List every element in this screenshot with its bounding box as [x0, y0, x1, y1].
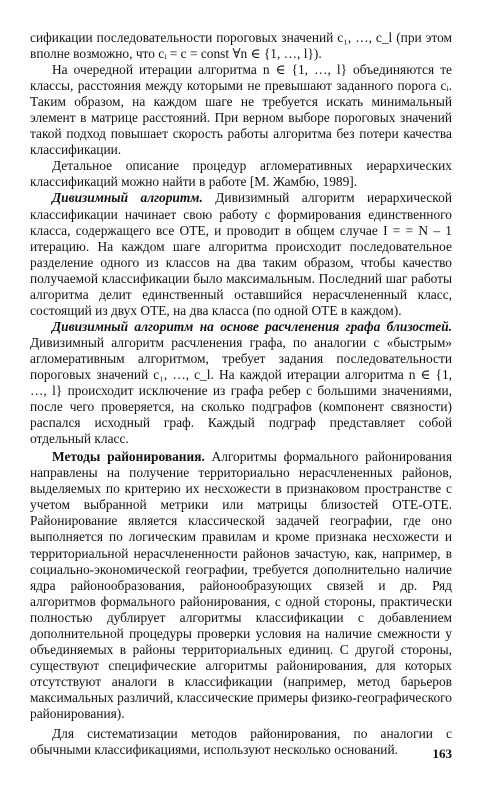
paragraph-iteration	[30, 62, 452, 158]
paragraph-text: На очередной итерации алгоритма n ∈ {1, …, l} объединяются те классы, расстояния между которыми не превышают заданного порога cᵢ. Таким образом, на каждом шаге не требуется искать минимальный элемент в матрице расстояний. При верном выборе пороговых значений такой подход повышает скорость работы алгоритма без потери качества классификации.	[30, 62, 452, 158]
paragraph-divisive	[30, 190, 452, 318]
page-body	[30, 30, 452, 758]
paragraph-text: сификации последовательности пороговых значений c₁, …, c_l (при этом вполне возможно, что cᵢ = c = const ∀n ∈ {1, …, l}).	[30, 30, 452, 62]
paragraph-text: Для систематизации методов районирования, по аналогии с обычными классификациями, используют несколько оснований.	[30, 726, 452, 758]
paragraph-text: Дивизимный алгоритм расчленения графа, по аналогии с «быстрым» агломеративным алгоритмом, требует задания последовательности пороговых значений c₁, …, c_l. На каждой итерации алгоритма n ∈ {1, …, l} происходит исключение из графа ребер с большими значениями, после чего проверяется, на сколько подграфов (компонент связности) распался исходный граф. Каждый подграф представляет собой отдельный класс.	[30, 334, 452, 447]
run-in-heading: Дивизимный алгоритм на основе расчленения графа близостей.	[52, 318, 452, 334]
run-in-heading: Методы районирования.	[52, 449, 205, 465]
paragraph-reference	[30, 158, 452, 190]
paragraph-text: Дивизимный алгоритм иерархической классификации начинает свою работу с формирования единственного класса, содержащего все ОТЕ, и проводит в общем случае I = = N – 1 итерацию. На каждом шаге алгоритма происходит последовательное разделение одного из классов на два таким образом, чтобы качество получаемой классификации было максимальным. Последний шаг работы алгоритма делит единственный оставшийся нерасчлененный класс, состоящий из двух ОТЕ, на два класса (по одной ОТЕ в каждом).	[30, 190, 452, 318]
run-in-heading: Дивизимный алгоритм.	[52, 190, 203, 206]
paragraph-text: Алгоритмы формального районирования направлены на получение территориально нерасчлененных районов, выделяемых по критерию их несхожести в признаковом пространстве с учетом выбранной метрики или матрицы близостей ОТЕ-ОТЕ. Районирование является классической задачей географии, где оно выполняется по логическим правилам и кроме признака несхожести и территориальной нерасчлененности районов зачастую, как, например, в социально-экономической географии, требуется дополнительно наличие ядра районообразования, районообразующих связей и др. Ряд алгоритмов формального районирования, с одной стороны, практически полностью дублирует алгоритмы классификации с добавлением дополнительной процедуры проверки условия на наличие смежности у объединяемых в районы территориальных единиц. С другой стороны, существуют специфические алгоритмы районирования, для которых отсутствуют аналоги в классификации (например, метод барьеров максимальных различий, классические примеры физико-географического районирования).	[30, 449, 452, 721]
paragraph-systematization	[30, 726, 452, 758]
paragraph-graph-divisive	[30, 319, 452, 447]
paragraph-text: Детальное описание процедур агломеративных иерархических классификаций можно найти в работе [М. Жамбю, 1989].	[30, 158, 452, 190]
page-number: 163	[432, 746, 452, 761]
paragraph-regionalization	[30, 449, 452, 722]
paragraph-continuation	[30, 30, 452, 62]
